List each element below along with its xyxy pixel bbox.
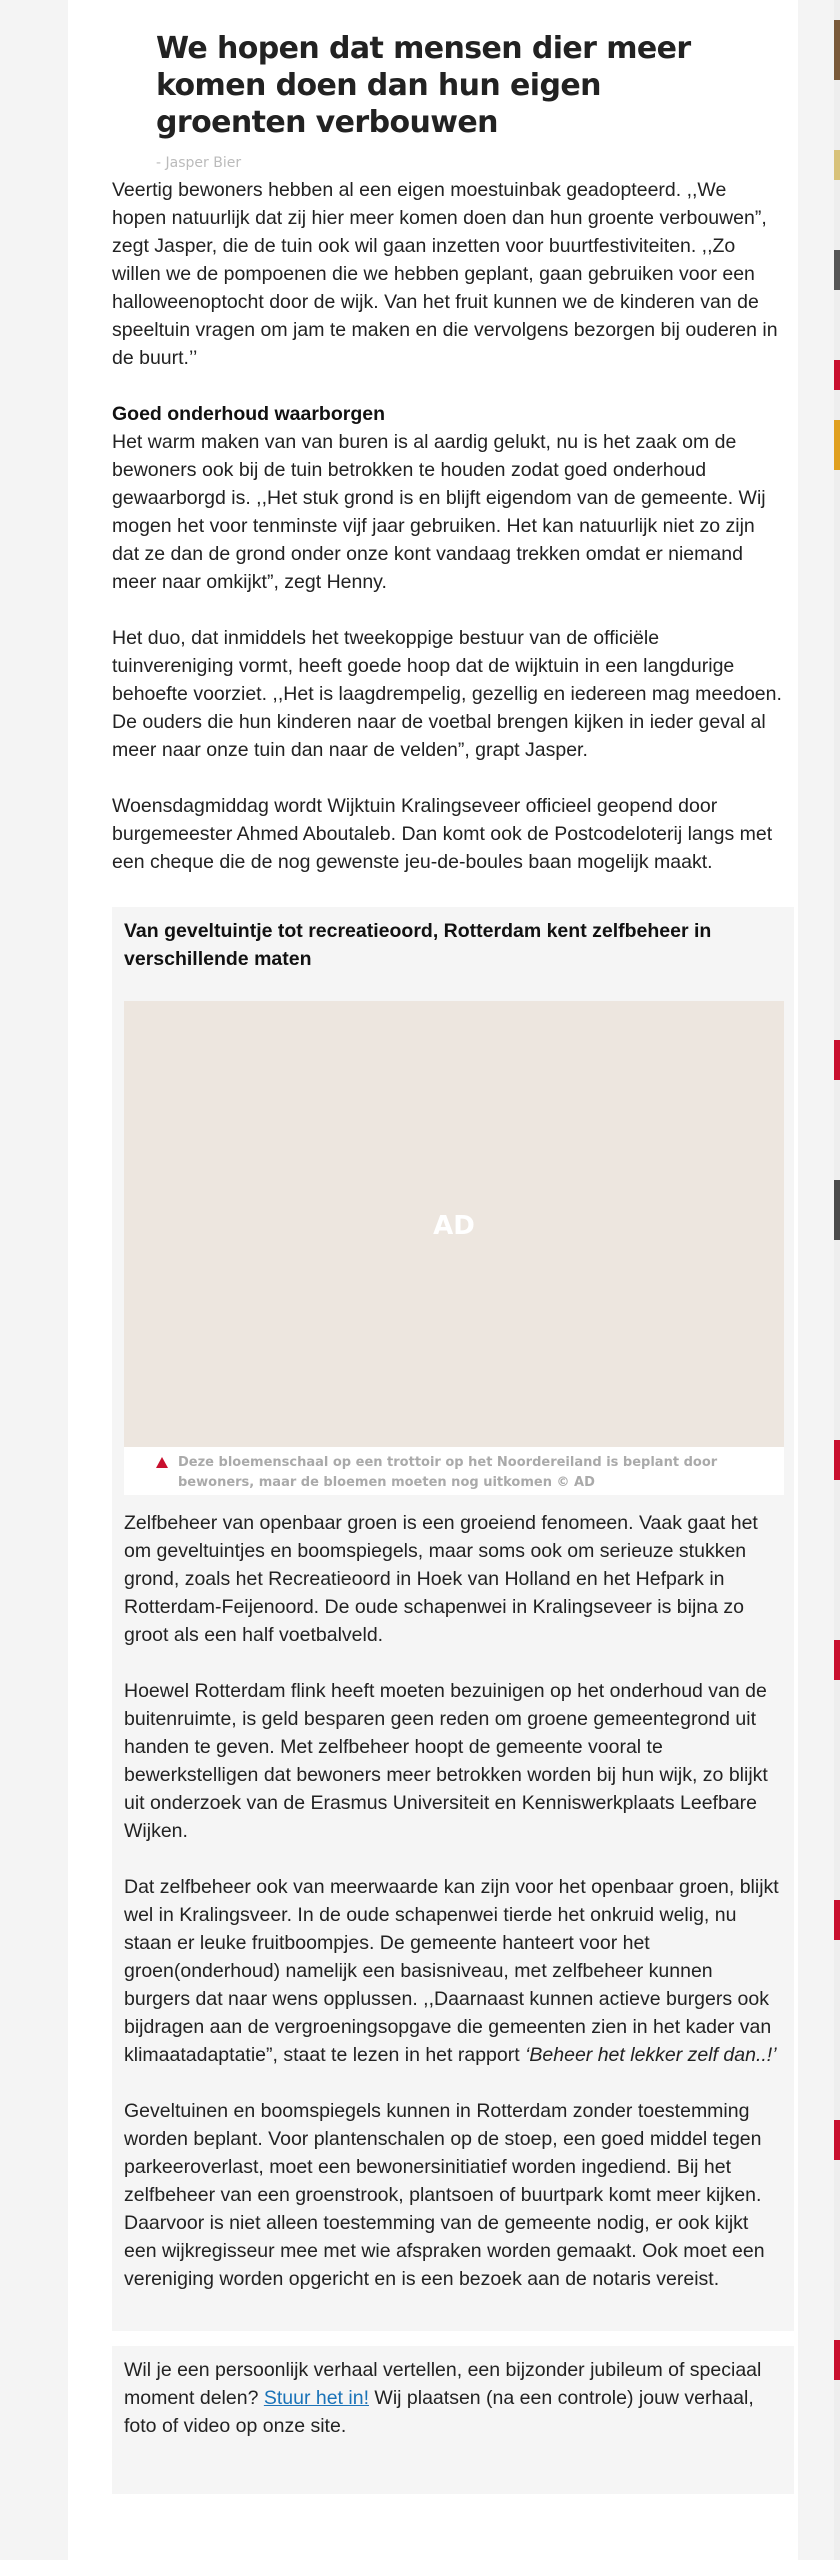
- sidebar-ad-strip[interactable]: [834, 0, 840, 2560]
- pull-quote-author: - Jasper Bier: [156, 155, 242, 171]
- paragraph: Het duo, dat inmiddels het tweekoppige bestuur van de officiële tuinvereniging vormt, heeft goede hoop dat de wijktuin in een langdurige behoefte voorziet. ,,Het is laagdrempelig, gezellig en iedereen mag meedoen. De ouders die hun kinderen naar de voetbal brengen kijken in ieder geval al meer naar onze tuin dan naar de velden”, grapt Jasper.: [112, 627, 782, 761]
- pull-quote: [156, 30, 736, 171]
- paragraph: [124, 1873, 784, 2069]
- article-body: [112, 176, 782, 904]
- strip-segment: [834, 360, 840, 390]
- section-heading: Goed onderhoud waarborgen: [112, 403, 386, 425]
- pull-quote-text: We hopen dat mensen dier meer komen doen dan hun eigen groenten verbouwen: [156, 31, 691, 140]
- caption-text: Deze bloemenschaal op een trottoir op het Noordereiland is beplant door bewoners, maar de bloemen moeten nog uitkomen © AD: [178, 1455, 718, 1490]
- infobox-title: Van geveltuintje tot recreatieoord, Rotterdam kent zelfbeheer in verschillende maten: [124, 920, 712, 970]
- image-placeholder[interactable]: [124, 1001, 784, 1447]
- caption-triangle-icon: [156, 1457, 168, 1468]
- infobox: [112, 907, 794, 2331]
- report-title: ‘Beheer het lekker zelf dan..!’: [525, 2044, 777, 2066]
- strip-segment: [834, 1900, 840, 1940]
- image-caption: [124, 1447, 784, 1495]
- strip-segment: [834, 20, 840, 80]
- submit-story-box: [112, 2346, 794, 2494]
- ad-logo-text: AD: [433, 1211, 475, 1241]
- paragraph: Het warm maken van van buren is al aardig gelukt, nu is het zaak om de bewoners ook bij de tuin betrokken te houden zodat goed onderhoud gewaarborgd is. ,,Het stuk grond is en blijft eigendom van de gemeente. Wij mogen het voor tenminste vijf jaar gebruiken. Het kan natuurlijk niet zo zijn dat ze dan de grond onder onze kont vandaag trekken omdat er niemand meer naar omkijkt”, zegt Henny.: [112, 431, 766, 593]
- strip-segment: [834, 2340, 840, 2380]
- paragraph: Woensdagmiddag wordt Wijktuin Kralingseveer officieel geopend door burgemeester Ahmed Aboutaleb. Dan komt ook de Postcodeloterij langs met een cheque die de nog gewenste jeu-de-boules baan mogelijk maakt.: [112, 795, 773, 873]
- cta-text-after: Wij plaatsen (na een controle) jouw verhaal, foto of video op onze site.: [124, 2387, 754, 2437]
- infobox-body: [124, 1509, 784, 2321]
- paragraph: Zelfbeheer van openbaar groen is een groeiend fenomeen. Vaak gaat het om geveltuintjes en boomspiegels, maar soms ook om serieuze stukken grond, zoals het Recreatieoord in Hoek van Holland en het Hefpark in Rotterdam-Feijenoord. De oude schapenwei in Kralingseveer is bijna zo groot als een half voetbalveld.: [124, 1512, 758, 1646]
- paragraph: Geveltuinen en boomspiegels kunnen in Rotterdam zonder toestemming worden beplant. Voor plantenschalen op de stoep, een goed middel tegen parkeeroverlast, moet een bewonersinitiatief worden ingediend. Bij het zelfbeheer van een groenstrook, plantsoen of buurtpark komt meer kijken. Daarvoor is niet alleen toestemming van de gemeente nodig, er ook kijkt een wijkregisseur mee met wie afspraken worden gemaakt. Ook moet een vereniging worden opgericht en is een bezoek aan de notaris vereist.: [124, 2100, 765, 2290]
- paragraph-text: Dat zelfbeheer ook van meerwaarde kan zijn voor het openbaar groen, blijkt wel in Kralingsveer. In de oude schapenwei tierde het onkruid welig, nu staan er leuke fruitboompjes. De gemeente hanteert voor het groen(onderhoud) namelijk een basisniveau, met zelfbeheer kunnen burgers dat naar wens opplussen. ,,Daarnaast kunnen actieve burgers ook bijdragen aan de vergroeningsopgave die gemeenten zien in het kader van klimaatadaptatie”, staat te lezen in het rapport: [124, 1876, 779, 2066]
- strip-segment: [834, 420, 840, 470]
- strip-segment: [834, 1440, 840, 1480]
- strip-segment: [834, 150, 840, 180]
- paragraph: Veertig bewoners hebben al een eigen moestuinbak geadopteerd. ,,We hopen natuurlijk dat zij hier meer komen doen dan hun groente verbouwen”, zegt Jasper, die de tuin ook wil gaan inzetten voor buurtfestiviteiten. ,,Zo willen we de pompoenen die we hebben geplant, gaan gebruiken voor een halloweenoptocht door de wijk. Van het fruit kunnen we de kinderen van de speeltuin vragen om jam te maken en die vervolgens bezorgen bij ouderen in de buurt.’’: [112, 179, 778, 369]
- strip-segment: [834, 2120, 840, 2160]
- cta-text-before: Wil je een persoonlijk verhaal vertellen, een bijzonder jubileum of speciaal moment delen?: [124, 2359, 762, 2409]
- strip-segment: [834, 250, 840, 290]
- paragraph: Hoewel Rotterdam flink heeft moeten bezuinigen op het onderhoud van de buitenruimte, is geld besparen geen reden om groene gemeentegrond uit handen te geven. Met zelfbeheer hoopt de gemeente vooral te bewerkstelligen dat bewoners meer betrokken worden bij hun wijk, zo blijkt uit onderzoek van de Erasmus Universiteit en Kenniswerkplaats Leefbare Wijken.: [124, 1680, 768, 1842]
- submit-story-link[interactable]: Stuur het in!: [263, 2387, 369, 2409]
- strip-segment: [834, 1640, 840, 1680]
- ad-logo-icon: [433, 1207, 475, 1241]
- article-page: [68, 0, 798, 2560]
- strip-segment: [834, 1040, 840, 1080]
- strip-segment: [834, 1180, 840, 1240]
